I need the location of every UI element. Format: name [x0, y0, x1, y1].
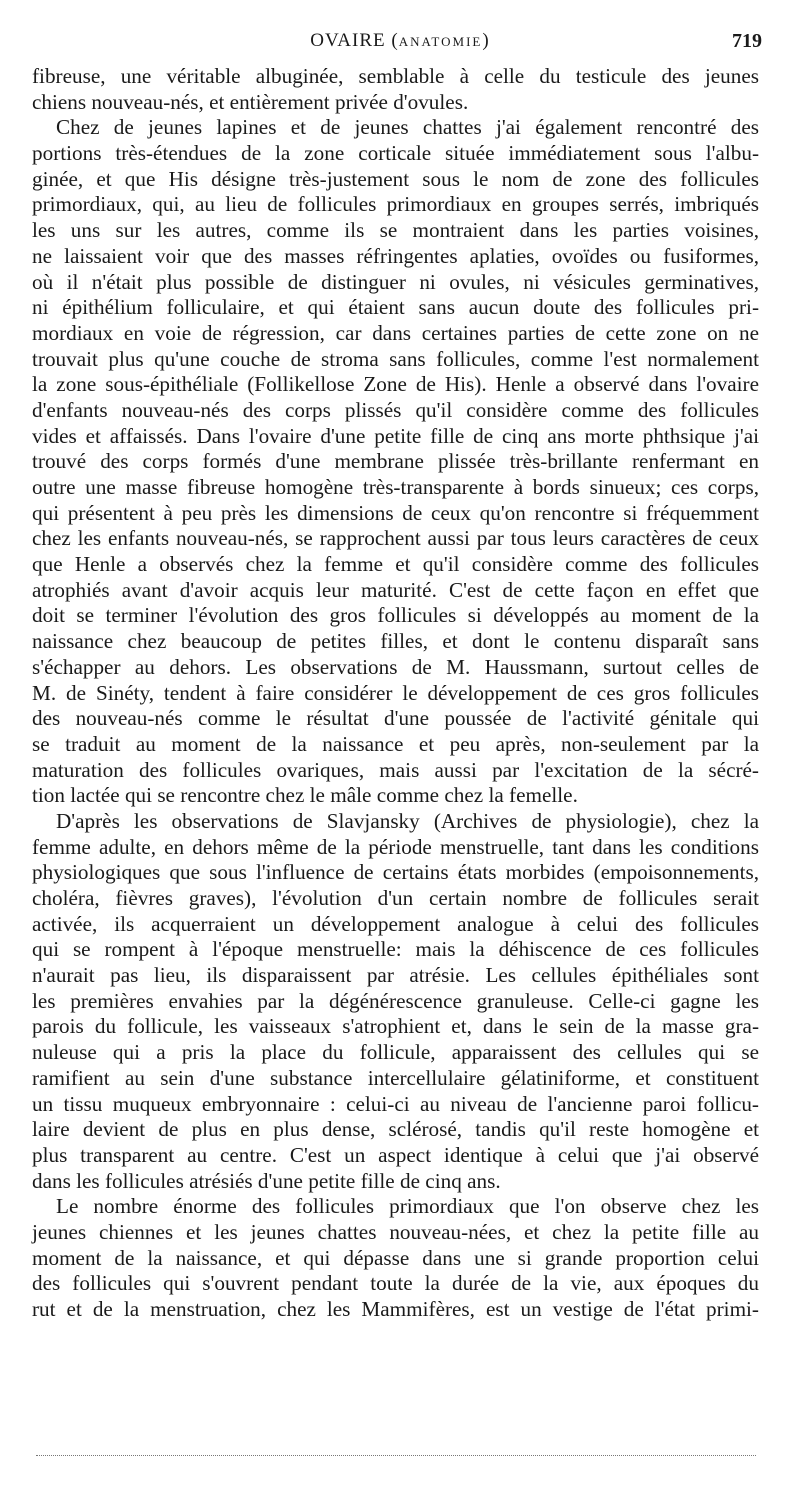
- text-line: que Henle a observés chez la femme et qu'il considère comme des follicules: [32, 552, 759, 577]
- text-line: rut et de la menstruation, chez les Mammifères, est un vestige de l'état primi-: [32, 1297, 759, 1321]
- body-text: [32, 64, 759, 1323]
- text-line: ne laissaient voir que des masses réfringentes aplaties, ovoïdes ou fusiformes,: [32, 243, 759, 268]
- text-line: activée, ils acquerraient un développement analogue à celui des follicules: [32, 911, 759, 936]
- text-line: trouvé des corps formés d'une membrane plissée très-brillante renfermant en: [32, 449, 759, 474]
- running-title-section: ANATOMIE: [398, 34, 483, 49]
- text-line: chez les enfants nouveau-nés, se rapprochent aussi par tous leurs caractères de ceux: [32, 526, 759, 551]
- text-line: laire devient de plus en plus dense, sclérosé, tandis qu'il reste homogène et: [32, 1117, 759, 1142]
- text-line: maturation des follicules ovariques, mais aussi par l'excitation de la sécré-: [32, 757, 759, 782]
- text-line: plus transparent au centre. C'est un aspect identique à celui que j'ai observé: [32, 1142, 759, 1167]
- text-line: atrophiés avant d'avoir acquis leur maturité. C'est de cette façon en effet que: [32, 577, 759, 602]
- running-title-paren-open: (: [385, 30, 399, 51]
- text-line: doit se terminer l'évolution des gros follicules si développés au moment de la: [32, 603, 759, 628]
- text-line: n'aurait pas lieu, ils disparaissent par atrésie. Les cellules épithéliales sont: [32, 963, 759, 988]
- text-line: fibreuse, une véritable albuginée, semblable à celle du testicule des jeunes: [32, 64, 759, 88]
- text-line: choléra, fièvres graves), l'évolution d'un certain nombre de follicules serait: [32, 886, 759, 910]
- bottom-dotted-rule: [36, 1455, 756, 1456]
- text-line: d'enfants nouveau-nés des corps plissés qu'il considère comme des follicules: [32, 397, 759, 422]
- text-line: M. de Sinéty, tendent à faire considérer le développement de ces gros follicules: [32, 680, 759, 705]
- text-line: parois du follicule, les vaisseaux s'atrophient et, dans le sein de la masse gra-: [32, 1014, 759, 1039]
- running-title-main: OVAIRE: [310, 30, 386, 51]
- text-line: trouvait plus qu'une couche de stroma sans follicules, comme l'est normalement: [32, 346, 759, 371]
- text-line: nuleuse qui a pris la place du follicule, apparaissent des cellules qui se: [32, 1040, 759, 1065]
- text-line: physiologiques que sous l'influence de certains états morbides (empoisonnements,: [32, 860, 759, 885]
- text-line: Le nombre énorme des follicules primordiaux que l'on observe chez les: [56, 1194, 759, 1219]
- text-line: des nouveau-nés comme le résultat d'une poussée de l'activité génitale qui: [32, 706, 759, 731]
- text-line: où il n'était plus possible de distinguer ni ovules, ni vésicules germinatives,: [32, 269, 759, 294]
- text-line: D'après les observations de Slavjansky (Archives de physiologie), chez la: [56, 808, 759, 833]
- text-line: portions très-étendues de la zone corticale située immédiatement sous l'albu-: [32, 141, 759, 166]
- text-line: naissance chez beaucoup de petites filles, et dont le contenu disparaît sans: [32, 629, 759, 654]
- text-line: les uns sur les autres, comme ils se montraient dans les parties voisines,: [32, 218, 759, 243]
- text-line: ramifient au sein d'une substance intercellulaire gélatiniforme, et constituent: [32, 1065, 759, 1090]
- text-line: tion lactée qui se rencontre chez le mâle comme chez la femelle.: [32, 783, 578, 808]
- text-line: moment de la naissance, et qui dépasse dans une si grande proportion celui: [32, 1245, 759, 1270]
- text-line: dans les follicules atrésiés d'une petite fille de cinq ans.: [32, 1168, 501, 1193]
- text-line: la zone sous-épithéliale (Follikellose Zone de His). Henle a observé dans l'ovaire: [32, 372, 759, 397]
- text-line: jeunes chiennes et les jeunes chattes nouveau-nées, et chez la petite fille au: [32, 1219, 759, 1244]
- running-head: [30, 30, 770, 60]
- text-line: des follicules qui s'ouvrent pendant toute la durée de la vie, aux époques du: [32, 1271, 759, 1296]
- text-line: un tissu muqueux embryonnaire : celui-ci au niveau de l'ancienne paroi follicu-: [32, 1091, 759, 1116]
- text-line: qui présentent à peu près les dimensions de ceux qu'on rencontre si fréquemment: [32, 500, 759, 525]
- text-line: Chez de jeunes lapines et de jeunes chattes j'ai également rencontré des: [56, 115, 759, 140]
- text-line: primordiaux, qui, au lieu de follicules primordiaux en groupes serrés, imbriqués: [32, 192, 759, 217]
- text-line: se traduit au moment de la naissance et peu après, non-seulement par la: [32, 731, 759, 756]
- text-line: qui se rompent à l'époque menstruelle: mais la déhiscence de ces follicules: [32, 937, 759, 962]
- text-line: ginée, et que His désigne très-justement sous le nom de zone des follicules: [32, 166, 759, 191]
- running-title: [30, 30, 770, 52]
- text-line: outre une masse fibreuse homogène très-transparente à bords sinueux; ces corps,: [32, 475, 759, 499]
- text-line: mordiaux en voie de régression, car dans certaines parties de cette zone on ne: [32, 320, 759, 345]
- text-line: s'échapper au dehors. Les observations de M. Haussmann, surtout celles de: [32, 654, 759, 679]
- text-line: femme adulte, en dehors même de la période menstruelle, tant dans les conditions: [32, 834, 759, 859]
- page-number: 719: [732, 30, 762, 52]
- text-line: vides et affaissés. Dans l'ovaire d'une petite fille de cinq ans morte phthsique j'ai: [32, 423, 759, 448]
- running-title-paren-close: ): [482, 30, 490, 51]
- text-line: les premières envahies par la dégénérescence granuleuse. Celle-ci gagne les: [32, 988, 759, 1013]
- text-line: ni épithélium folliculaire, et qui étaient sans aucun doute des follicules pri-: [32, 295, 759, 320]
- text-line: chiens nouveau-nés, et entièrement privée d'ovules.: [32, 89, 469, 114]
